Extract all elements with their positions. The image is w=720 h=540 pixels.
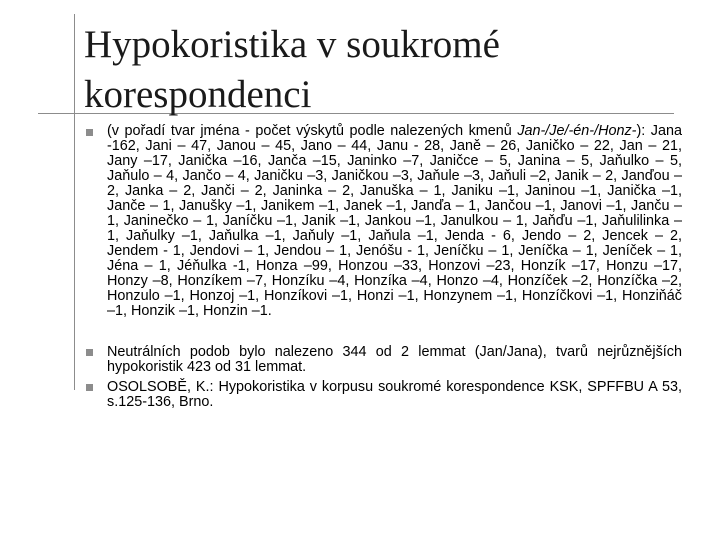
bullet1-intro: (v pořadí tvar jména - počet výskytů podle nalezených kmenů [107,123,518,139]
bullet-citation: OSOLSOBĚ, K.: Hypokoristika v korpusu soukromé korespondence KSK, SPFFBU A 53, s.125-136, Brno. [107,379,682,410]
bullet-hypocoristics-list [107,124,682,319]
bullet-marker [86,384,93,391]
vertical-rule [74,14,75,390]
bullet-marker [86,129,93,136]
bullet-marker [86,349,93,356]
bullet-neutral-forms: Neutrálních podob bylo nalezeno 344 od 2 lemmat (Jan/Jana), tvarů nejrůznějších hypokoristik 423 od 31 lemmat. [107,344,682,375]
bullet1-stems: Jan-/Je/-én-/Honz- [517,123,637,139]
slide-title: Hypokoristika v soukromé korespondenci [84,23,500,116]
bullet1-body: ): Jana -162, Jani – 47, Janou – 45, Jano – 44, Janu - 28, Janě – 26, Janičko – 22, Jan – 21, Jany –17, Janička –16, Janča –15, Janinko –7, Janičce – 5, Janina – 5, Jaňulko – 5, Jaňulo – 4, Jančo – 4, Janičku –3, Janičkou –3, Jaňule –3, Jaňuli –2, Janik – 2, Janďou – 2, Janka – 2, Janči – 2, Janinka – 2, Januška – 1, Janiku –1, Janinou –1, Janička –1, Janče – 1, Janušky –1, Janikem –1, Janek –1, Janďa – 1, Jančou –1, Janovi –1, Janču – 1, Janinečko – 1, Janíčku –1, Janik –1, Jankou –1, Janulkou – 1, Jaňďu –1, Jaňulilinka –1, Jaňulky –1, Jaňulka –1, Jaňuly –1, Jaňula –1, Jenda - 6, Jendo – 2, Jencek – 2, Jendem - 1, Jendovi – 1, Jendou – 1, Jenóšu - 1, Jeníčku – 1, Jeníčka – 1, Jeníček – 1, Jéna – 1, Jéňulka -1, Honza –99, Honzou –33, Honzovi –23, Honzík –17, Honzu –17, Honzy –8, Honzíkem –7, Honzíku –4, Honzíka –4, Honzo –4, Honzíček –2, Honzíčka –2, Honzulo –1, Honzoj –1, Honzíkovi –1, Honzi –1, Honzynem –1, Honzíčkovi –1, Honziňáč –1, Honzik –1, Honzin –1. [107,123,682,319]
